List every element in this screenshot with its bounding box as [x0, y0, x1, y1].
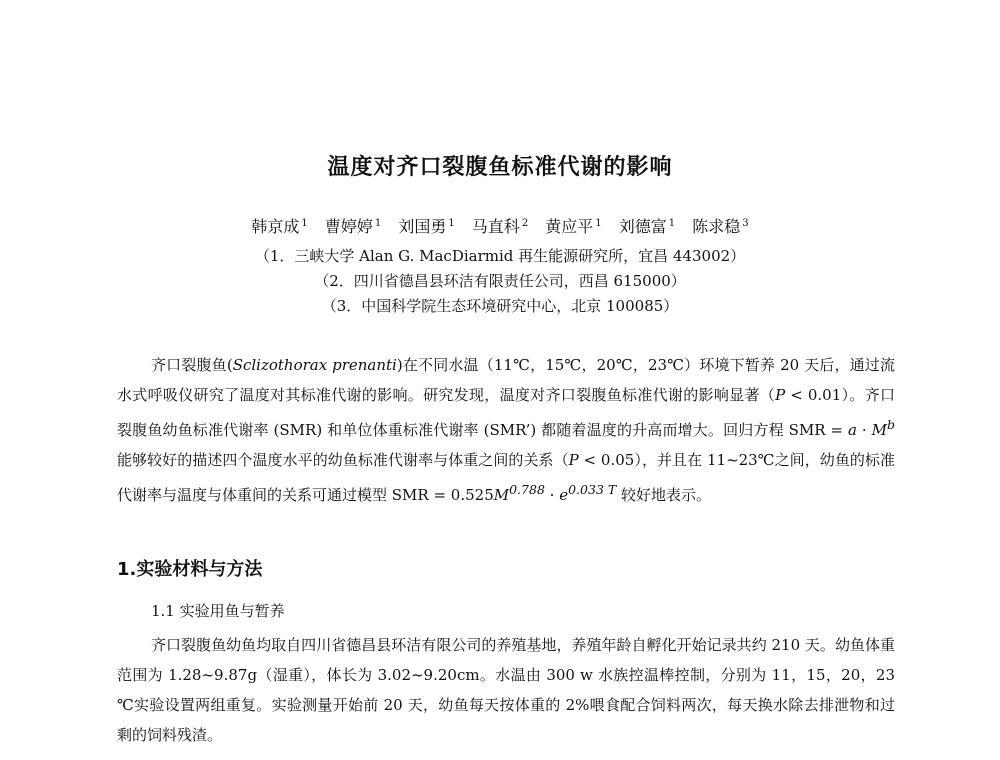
abstract-text: 能够较好的描述四个温度水平的幼鱼标准代谢率与体重之间的关系（: [117, 451, 569, 469]
author-affiliation-mark: 3: [742, 217, 749, 229]
author-affiliation-mark: 2: [521, 217, 529, 229]
equation-dot: ·: [857, 421, 872, 439]
author: [398, 217, 454, 236]
author-name: 刘德富: [618, 217, 667, 236]
author-name: 曹婷婷: [324, 217, 373, 236]
p-symbol: P: [568, 451, 579, 469]
abstract-paragraph: [117, 350, 895, 510]
model-var-m: M: [493, 486, 510, 504]
author: [545, 217, 601, 236]
author-affiliation-mark: 1: [448, 217, 455, 229]
author-affiliation-mark: 1: [668, 217, 676, 229]
abstract-text: )在不同水温（11℃，15℃，20℃，23℃）环境下暂养 20 天后，通过流水式呼吸仪研究了温度对其标准代谢的影响。研究发现，温度对齐口裂腹鱼标准代谢的影响显著（: [117, 356, 895, 404]
model-exponent-value: 0.788: [509, 482, 545, 497]
p-symbol: P: [775, 386, 786, 404]
affiliation-1: （1．三峡大学 Alan G. MacDiarmid 再生能源研究所，宜昌 443002）: [254, 247, 746, 265]
author: [472, 217, 528, 236]
equation-var-a: a: [848, 421, 857, 439]
section-heading: 1.实验材料与方法: [117, 559, 263, 580]
equation-var-m: M: [871, 421, 887, 439]
author-affiliation-mark: 1: [374, 217, 382, 229]
author-list: [0, 214, 1000, 237]
equation-var-b: b: [887, 417, 896, 432]
author-name: 刘国勇: [398, 217, 447, 236]
abstract-text: 较好地表示。: [616, 486, 711, 504]
abstract-text: < 0.05），并且在 11~23℃之间，幼鱼的标准代谢率与温度与体重间的关系可通过模型 SMR = 0.525: [117, 451, 895, 504]
abstract-text: < 0.01）。齐口裂腹鱼幼鱼标准代谢率 (SMR) 和单位体重标准代谢率 (SMR’) 都随着温度的升高而增大。回归方程 SMR =: [117, 386, 895, 439]
abstract-text: 齐口裂腹鱼(: [151, 356, 233, 374]
author-name: 黄应平: [545, 217, 594, 236]
author-name: 韩京成: [251, 217, 300, 236]
author-affiliation-mark: 1: [301, 217, 308, 229]
equation-dot: ·: [544, 486, 560, 504]
paper-title: 温度对齐口裂腹鱼标准代谢的影响: [327, 154, 673, 180]
equation-exponent-b: [887, 417, 895, 432]
model-exponent: [509, 482, 545, 497]
model-exponent-value: 0.033 T: [568, 482, 617, 497]
author: [325, 217, 381, 236]
model-exponent: [568, 482, 616, 497]
author-name: 马直科: [471, 217, 520, 236]
author-name: 陈求稳: [692, 217, 741, 236]
affiliation-2: （2．四川省德昌县环洁有限责任公司，西昌 615000）: [314, 272, 686, 290]
body-paragraph: 齐口裂腹鱼幼鱼均取自四川省德昌县环洁有限公司的养殖基地，养殖年龄自孵化开始记录共约 210 天。幼鱼体重范围为 1.28~9.87g（湿重），体长为 3.02~9.20cm。水温由 300 w 水族控温棒控制，分别为 11，15，20，23 ℃实验设置两组重复。实验测量开始前 20 天，幼鱼每天按体重的 2%喂食配合饲料两次，每天换水除去排泄物和过剩的饲料残渣。: [117, 636, 895, 744]
author: [692, 217, 748, 236]
affiliation-3: （3．中国科学院生态环境研究中心，北京 100085）: [321, 297, 679, 315]
author: [619, 217, 675, 236]
author-affiliation-mark: 1: [595, 217, 602, 229]
subsection-heading: 1.1 实验用鱼与暂养: [151, 602, 285, 620]
author: [251, 217, 307, 236]
model-var-e: e: [559, 486, 569, 504]
species-name: Sclizothorax prenanti: [232, 356, 397, 374]
